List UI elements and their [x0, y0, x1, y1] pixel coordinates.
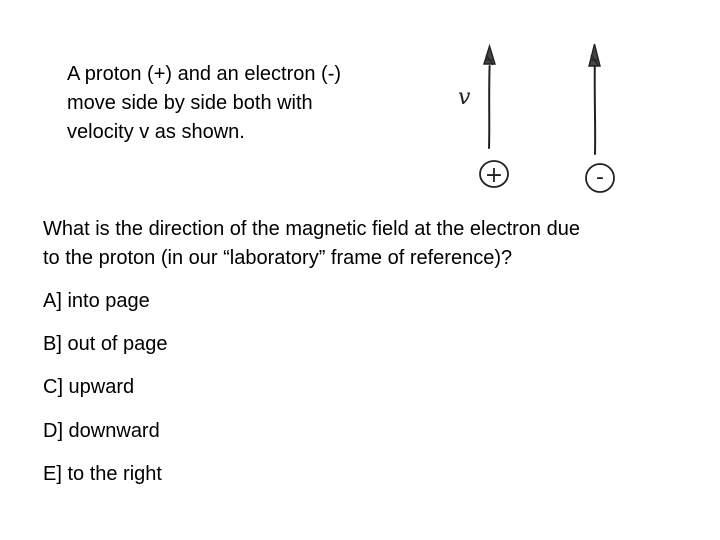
- proton-symbol: +: [484, 163, 504, 188]
- proton-velocity-arrow: [484, 46, 495, 148]
- answer-option-b: B] out of page: [43, 333, 168, 355]
- question-line: What is the direction of the magnetic field at the electron due: [43, 218, 580, 240]
- answer-option-d: D] downward: [43, 420, 160, 442]
- electron-icon: [586, 164, 614, 192]
- question-text: [43, 215, 703, 273]
- problem-statement-line: velocity v as shown.: [67, 121, 245, 143]
- answer-option-c: C] upward: [43, 376, 135, 398]
- proton-icon: [480, 161, 508, 188]
- velocity-label: v: [458, 85, 471, 110]
- problem-statement-line: move side by side both with: [67, 92, 313, 114]
- problem-statement-line: A proton (+) and an electron (-): [67, 63, 342, 85]
- electron-velocity-arrow: [589, 44, 600, 154]
- answer-option-e: E] to the right: [43, 463, 162, 485]
- answer-option-a: A] into page: [43, 290, 150, 312]
- velocity-sketch: [448, 36, 638, 201]
- electron-symbol: -: [596, 165, 604, 190]
- question-line: to the proton (in our “laboratory” frame of reference)?: [43, 247, 513, 269]
- problem-statement: [67, 60, 427, 147]
